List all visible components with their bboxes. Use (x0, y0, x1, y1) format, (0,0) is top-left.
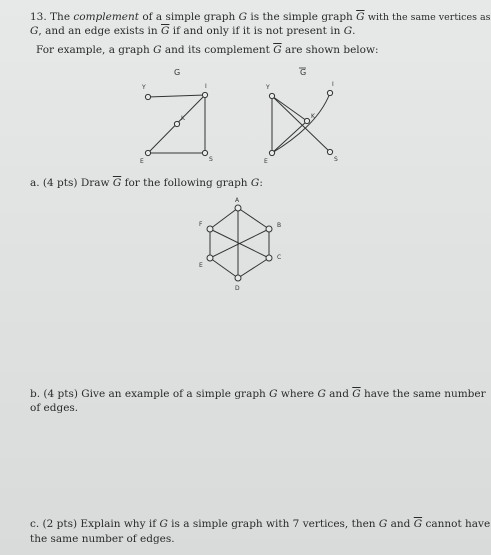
label-b: B (277, 222, 282, 229)
part-c-line-2 (30, 533, 175, 546)
math-g: G (269, 388, 278, 400)
problem-text: are shown below: (284, 44, 379, 56)
math-g: G (159, 518, 168, 530)
problem-text: The (50, 11, 71, 23)
problem-text: and its complement (164, 44, 270, 56)
math-g: G (317, 388, 326, 400)
label-i: I (332, 81, 334, 88)
math-g: G (153, 44, 162, 56)
part-b-text: and (329, 388, 349, 400)
vertex-b (266, 226, 272, 232)
label-s: S (334, 156, 338, 163)
part-b-text: where (280, 388, 315, 400)
label-y: Y (266, 84, 270, 91)
edge-a-f (210, 208, 238, 229)
label-e: E (140, 158, 144, 165)
part-c-text: c. (2 pts) Explain why if (30, 518, 157, 530)
math-g: G (30, 25, 39, 37)
label-c: C (277, 254, 282, 261)
part-a-text: a. (4 pts) Draw (30, 177, 110, 189)
problem-text: . (352, 25, 356, 37)
part-b-text: b. (4 pts) Give an example of a simple graph (30, 388, 266, 400)
math-g: G (238, 11, 248, 23)
part-b-text: of edges. (30, 402, 79, 414)
label-s: S (209, 156, 213, 163)
label-y: Y (142, 84, 146, 91)
part-c-text: cannot have (425, 518, 491, 530)
math-gbar: $\overline{G}$ (356, 11, 365, 23)
math-g: G (343, 25, 353, 37)
math-gbar: $\overline{G}$ (112, 177, 122, 189)
part-a-text: for the following graph (124, 177, 248, 189)
math-g: G (250, 177, 260, 189)
label-d: D (235, 285, 240, 292)
graph-g-title: G (174, 68, 181, 77)
part-b-line-1 (30, 388, 486, 401)
label-e: E (199, 262, 203, 269)
problem-text: with the same vertices as (367, 12, 491, 23)
problem-text: of a simple graph (142, 11, 236, 23)
part-b-line-2 (30, 402, 78, 415)
problem-text: , and an edge exists in (38, 25, 158, 37)
part-c-text: the same number of edges. (30, 533, 175, 545)
vertex-d (235, 275, 241, 281)
part-b-text: have the same number (364, 388, 486, 400)
math-gbar: $\overline{G}$ (161, 25, 170, 37)
graph-gbar-title: G (300, 68, 307, 77)
label-e: E (264, 158, 268, 165)
term-complement: complement (73, 11, 139, 23)
math-gbar: $\overline{G}$ (273, 44, 282, 56)
part-a-text: : (259, 177, 263, 189)
vertex-e (207, 255, 213, 261)
problem-number: 13. (30, 11, 47, 23)
math-gbar: $\overline{G}$ (413, 518, 423, 530)
edge-a-b (238, 208, 269, 229)
part-c-line-1 (30, 518, 490, 531)
label-k: K (311, 113, 315, 120)
label-k: K (181, 115, 185, 122)
label-a: A (235, 197, 240, 204)
problem-text: if and only if it is not present in (172, 25, 341, 37)
part-c-text: and (390, 518, 411, 530)
vertex-f (207, 226, 213, 232)
vertex-a (235, 205, 241, 211)
problem-text: For example, a graph (36, 44, 150, 56)
label-i: I (205, 83, 207, 90)
problem-text: is the simple graph (250, 11, 353, 23)
vertex-c (266, 255, 272, 261)
part-c-text: is a simple graph with 7 vertices, then (171, 518, 376, 530)
math-g: G (378, 518, 388, 530)
math-gbar: $\overline{G}$ (352, 388, 361, 400)
label-f: F (199, 221, 203, 228)
edge-e-d (210, 258, 238, 278)
edge-c-d (238, 258, 269, 278)
